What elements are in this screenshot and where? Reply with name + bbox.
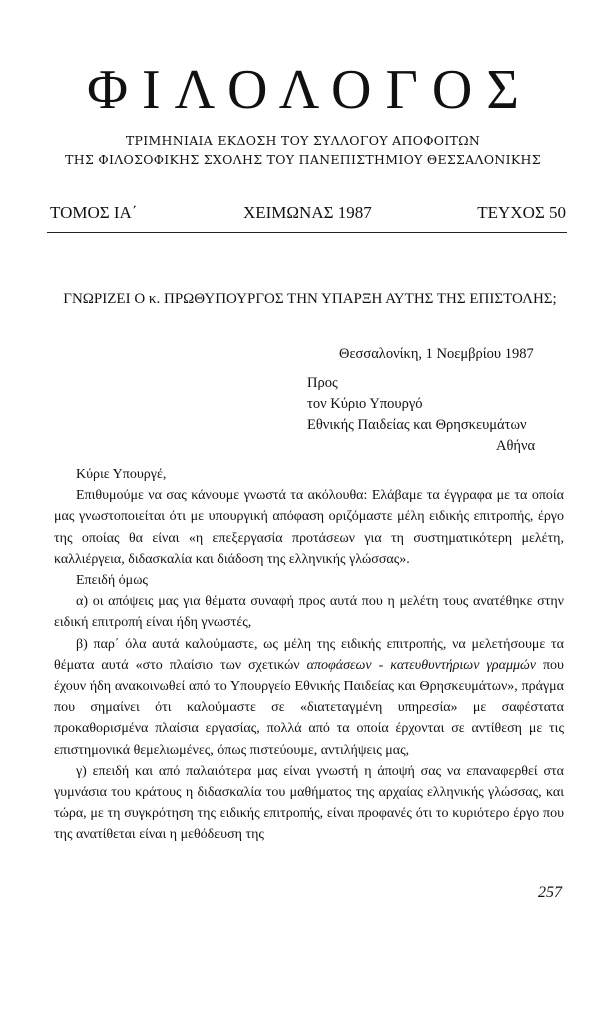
- journal-subtitle-line1: ΤΡΙΜΗΝΙΑΙΑ ΕΚΔΟΣΗ ΤΟΥ ΣΥΛΛΟΓΟΥ ΑΠΟΦΟΙΤΩΝ: [125, 133, 481, 148]
- place-date: Θεσσαλονίκη, 1 Νοεμβρίου 1987: [339, 346, 534, 362]
- paragraph-b-part1: β) παρ΄ όλα αυτά καλούμαστε, ως μέλη της ειδικής επιτροπής, να μελετήσουμε τα θέματα αυτά «στο πλαίσιο των σχετικών: [54, 636, 564, 673]
- article-headline: ΓΝΩΡΙΖΕΙ Ο κ. ΠΡΩΘΥΠΟΥΡΓΟΣ ΤΗΝ ΥΠΑΡΞΗ ΑΥΤΗΣ ΤΗΣ ΕΠΙΣΤΟΛΗΣ;: [63, 291, 557, 307]
- paragraph-intro: Επιθυμούμε να σας κάνουμε γνωστά τα ακόλουθα: Ελάβαμε τα έγγραφα με τα οποία μας γνωστοποιείται ότι με υπουργική απόφαση οριζόμαστε μέλη ειδικής επιτροπής, έργο της οποίας θα είναι «η επεξεργασία προτάσεων για τη συστηματικότερη μελέτη, καλλιέργεια, διδασκαλία και διάδοση της ελληνικής γλώσσας».: [54, 488, 564, 567]
- paragraph-b-part2: που έχουν ήδη ανακοινωθεί από το Υπουργείο Εθνικής Παιδείας και Θρησκευμάτων», πράγμα που σημαίνει ότι καλούμαστε σε «διατεταγμένη υπηρεσία» με σαφέστατα προκαθορισμένα πλαίσια εργασίας, πολλά από τα οποία έρχονται σε αντίθεση με τις επιστημονικά θεμελιωμένες, όπως πιστεύουμε, αντιλήψεις μας,: [54, 657, 564, 758]
- issue-info-row: [50, 203, 566, 223]
- paragraph-b-italic: αποφάσεων - κατευθυντήριων γραμμών: [306, 657, 537, 673]
- addressee-line-2: τον Κύριο Υπουργό: [307, 396, 423, 412]
- volume-label: ΤΟΜΟΣ ΙΑ΄: [50, 203, 138, 222]
- salutation: Κύριε Υπουργέ,: [76, 467, 167, 482]
- addressee-line-4: Αθήνα: [496, 438, 536, 454]
- journal-subtitle-line2: ΤΗΣ ΦΙΛΟΣΟΦΙΚΗΣ ΣΧΟΛΗΣ ΤΟΥ ΠΑΝΕΠΙΣΤΗΜΙΟΥ ΘΕΣΣΑΛΟΝΙΚΗΣ: [65, 152, 541, 167]
- addressee-line-3: Εθνικής Παιδείας και Θρησκευμάτων: [307, 417, 527, 433]
- paragraph-a: α) οι απόψεις μας για θέματα συναφή προς αυτά που η μελέτη τους ανατέθηκε στην ειδική επιτροπή είναι ήδη γνωστές,: [54, 594, 564, 631]
- header-divider: [47, 232, 567, 233]
- letter-body: [54, 464, 564, 846]
- paragraph-c: γ) επειδή και από παλαιότερα μας είναι γνωστή η άποψή σας να επαναφερθεί στα γυμνάσια του κράτους η διδασκαλία του μαθήματος της αρχαίας ελληνικής γλώσσας, και τώρα, με τη συγκρότηση της ειδικής επιτροπής, είναι προφανές ότι το κυριότερο έργο που της ανατίθεται είναι η μεθόδευση της: [54, 763, 564, 843]
- addressee-line-1: Προς: [307, 375, 338, 391]
- paragraph-b: [54, 634, 564, 761]
- page-number: 257: [538, 884, 562, 901]
- issue-label: ΤΕΥΧΟΣ 50: [477, 203, 566, 222]
- season-label: ΧΕΙΜΩΝΑΣ 1987: [242, 203, 372, 222]
- journal-title: ΦΙΛΟΛΟΓΟΣ: [87, 59, 533, 121]
- paragraph-however: Επειδή όμως: [76, 573, 148, 589]
